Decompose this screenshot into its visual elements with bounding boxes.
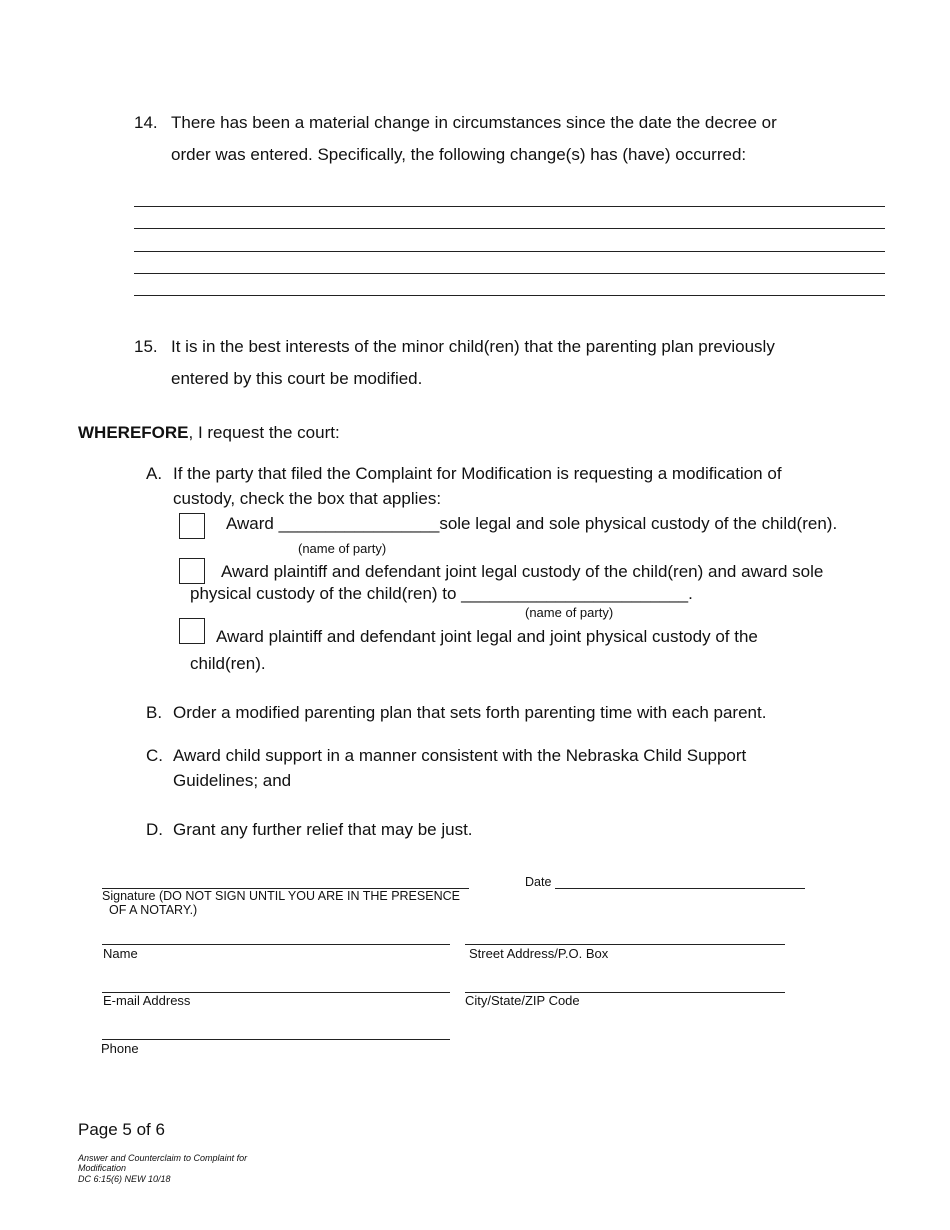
request-b-letter: B.	[146, 703, 163, 722]
page-number: Page 5 of 6	[78, 1120, 165, 1139]
option-2-hint: (name of party)	[525, 605, 614, 620]
street-address-line[interactable]	[465, 944, 785, 945]
request-d-text: Grant any further relief that may be just.	[173, 820, 473, 839]
change-blank-line-1[interactable]	[134, 206, 885, 207]
form-code: DC 6:15(6) NEW 10/18	[78, 1174, 171, 1184]
change-blank-line-5[interactable]	[134, 295, 885, 296]
request-b-text: Order a modified parenting plan that sets forth parenting time with each parent.	[173, 703, 767, 722]
request-a-line-1: If the party that filed the Complaint for Modification is requesting a modification of	[173, 464, 782, 483]
name-label: Name	[103, 946, 138, 961]
request-d-letter: D.	[146, 820, 163, 839]
wherefore-heading	[78, 423, 340, 443]
sole-custody-checkbox[interactable]	[179, 513, 205, 539]
email-label: E-mail Address	[103, 993, 191, 1008]
change-blank-line-3[interactable]	[134, 251, 885, 252]
signature-label-2: OF A NOTARY.)	[109, 903, 198, 917]
request-c-letter: C.	[146, 746, 163, 765]
date-label: Date	[525, 875, 552, 889]
request-a-letter: A.	[146, 464, 163, 483]
request-a-line-2: custody, check the box that applies:	[173, 489, 442, 508]
form-title-2: Modification	[78, 1163, 127, 1173]
item-14-line-2: order was entered. Specifically, the following change(s) has (have) occurred:	[171, 145, 747, 164]
item-15-line-1: It is in the best interests of the minor child(ren) that the parenting plan previously	[171, 337, 775, 356]
name-line[interactable]	[102, 944, 450, 945]
option-3-line-2: child(ren).	[190, 654, 266, 673]
request-c-line-1: Award child support in a manner consistent with the Nebraska Child Support	[173, 746, 747, 765]
item-14-line-1: There has been a material change in circumstances since the date the decree or	[171, 113, 777, 132]
request-c-line-2: Guidelines; and	[173, 771, 292, 790]
option-2-line-2: physical custody of the child(ren) to ________________________.	[190, 584, 693, 603]
form-title-1: Answer and Counterclaim to Complaint for	[78, 1153, 248, 1163]
joint-legal-joint-physical-checkbox[interactable]	[179, 618, 205, 644]
wherefore-rest: , I request the court:	[188, 423, 340, 442]
item-15-number: 15.	[134, 337, 158, 356]
option-1-hint: (name of party)	[298, 541, 387, 556]
item-15-line-2: entered by this court be modified.	[171, 369, 423, 388]
joint-legal-sole-physical-checkbox[interactable]	[179, 558, 205, 584]
change-blank-line-4[interactable]	[134, 273, 885, 274]
item-14-number: 14.	[134, 113, 158, 132]
date-line[interactable]	[555, 888, 805, 889]
wherefore-bold: WHEREFORE	[78, 423, 189, 442]
option-2-line-1: Award plaintiff and defendant joint legal custody of the child(ren) and award sole	[221, 562, 824, 581]
change-blank-line-2[interactable]	[134, 228, 885, 229]
option-1-text: Award _________________sole legal and sole physical custody of the child(ren).	[226, 514, 838, 533]
signature-label-1: Signature (DO NOT SIGN UNTIL YOU ARE IN THE PRESENCE	[102, 889, 460, 903]
option-3-line-1: Award plaintiff and defendant joint legal and joint physical custody of the	[216, 627, 758, 646]
phone-label: Phone	[101, 1041, 139, 1056]
street-address-label: Street Address/P.O. Box	[469, 946, 609, 961]
phone-line[interactable]	[102, 1039, 450, 1040]
city-state-zip-label: City/State/ZIP Code	[465, 993, 580, 1008]
